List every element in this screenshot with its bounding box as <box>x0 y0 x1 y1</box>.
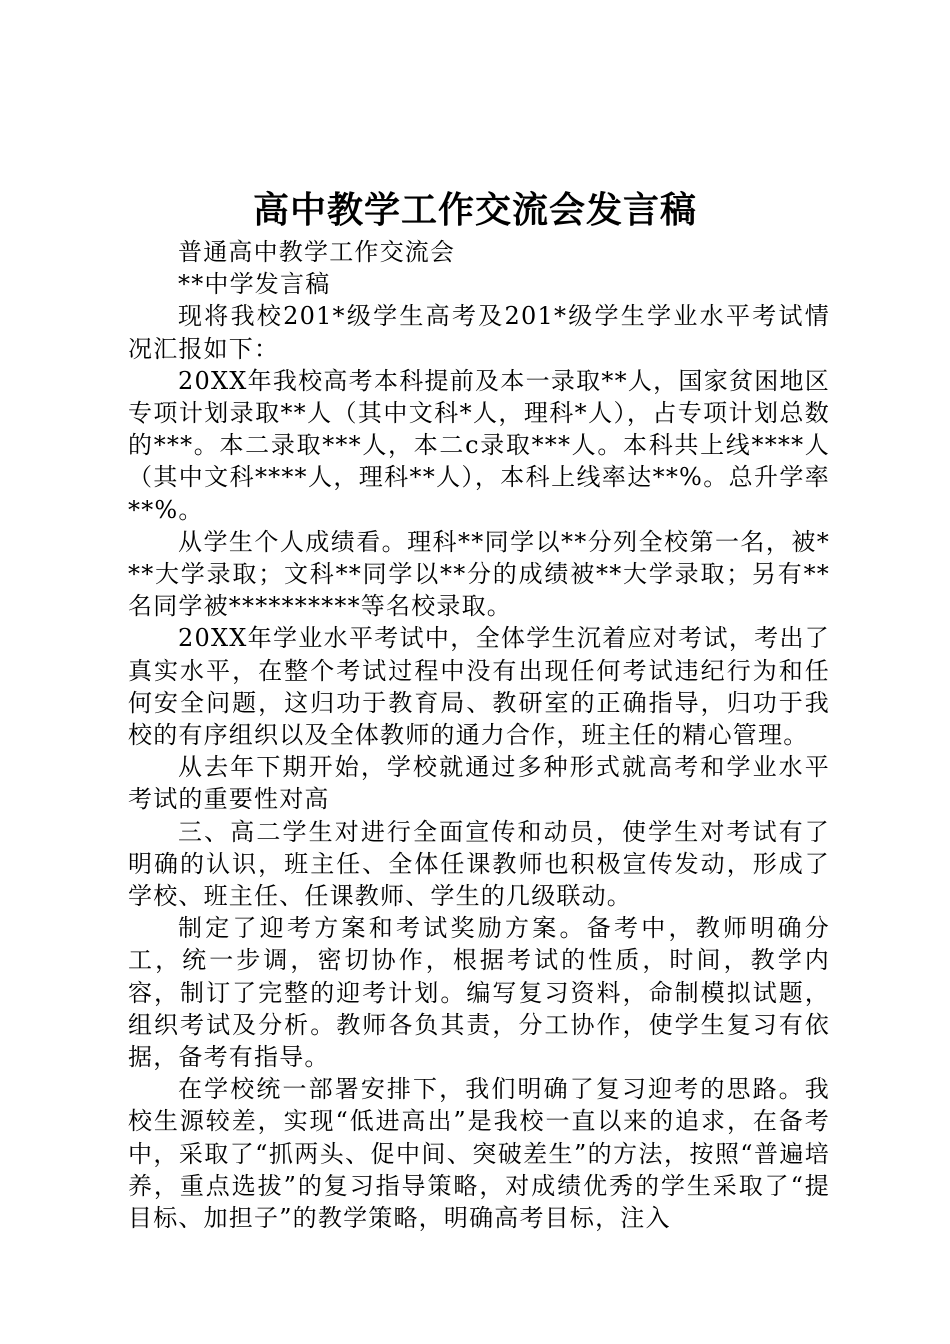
paragraph-mobilization-cont: 三、高二学生对进行全面宣传和动员，使学生对考试有了明确的认识，班主任、全体任课教师也积极宣传发动，形成了学校、班主任、任课教师、学生的几级联动。 <box>128 817 830 911</box>
paragraph-individual-results: 从学生个人成绩看。理科**同学以**分列全校第一名，被***大学录取；文科**同学以**分的成绩被**大学录取；另有**名同学被**********等名校录取。 <box>128 527 830 621</box>
paragraph-proficiency-exam: 20XX年学业水平考试中，全体学生沉着应对考试，考出了真实水平，在整个考试过程中没有出现任何考试违纪行为和任何安全问题，这归功于教育局、教研室的正确指导，归功于我校的有序组织以及全体教师的通力合作，班主任的精心管理。 <box>128 624 830 750</box>
document-body <box>128 236 830 1234</box>
document-title: 高中教学工作交流会发言稿 <box>252 189 697 231</box>
paragraph-strategy: 在学校统一部署安排下，我们明确了复习迎考的思路。我校生源较差，实现“低进高出”是我校一直以来的追求，在备考中，采取了“抓两头、促中间、突破差生”的方法，按照“普遍培养，重点选拔”的复习指导策略，对成绩优秀的学生采取了“提目标、加担子”的教学策略，明确高考目标，注入 <box>128 1075 830 1233</box>
paragraph-intro: 现将我校201*级学生高考及201*级学生学业水平考试情况汇报如下： <box>128 302 830 363</box>
paragraph-mobilization-start: 从去年下期开始，学校就通过多种形式就高考和学业水平考试的重要性对高 <box>128 753 830 814</box>
paragraph-admission-results: 20XX年我校高考本科提前及本一录取**人，国家贫困地区专项计划录取**人（其中文科*人，理科*人），占专项计划总数的***。本二录取***人，本二c录取***人。本科共上线****人（其中文科****人，理科**人），本科上线率达**%。总升学率**%。 <box>128 366 830 524</box>
paragraph-subtitle: 普通高中教学工作交流会 <box>178 238 456 266</box>
paragraph-exam-plan: 制定了迎考方案和考试奖励方案。备考中，教师明确分工，统一步调，密切协作，根据考试的性质，时间，教学内容，制订了完整的迎考计划。编写复习资料，命制模拟试题，组织考试及分析。教师各负其责，分工协作，使学生复习有依据，备考有指导。 <box>128 914 830 1072</box>
paragraph-speaker: **中学发言稿 <box>178 270 331 299</box>
